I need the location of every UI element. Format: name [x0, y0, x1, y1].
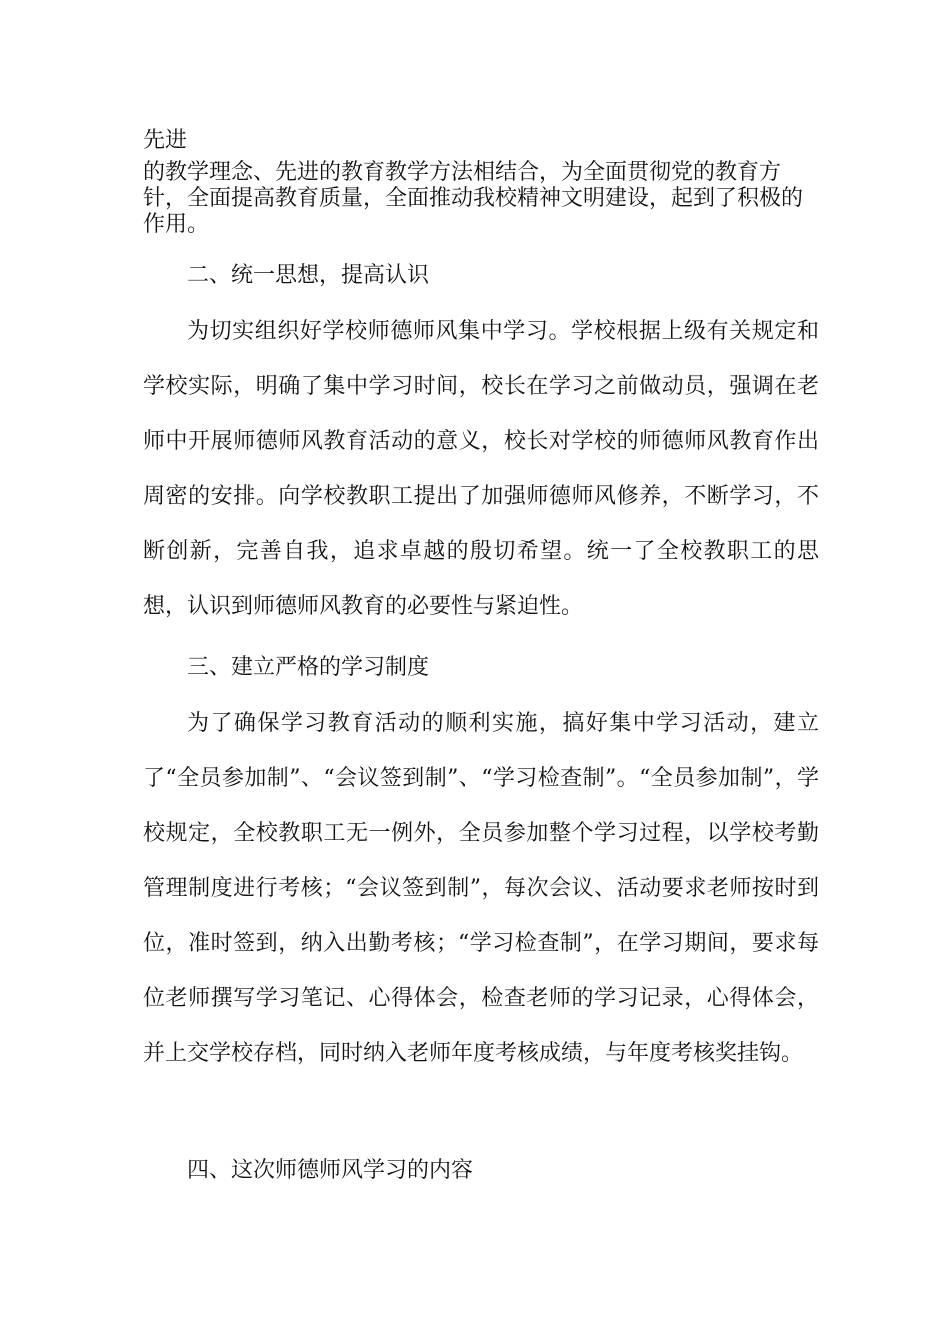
paragraph-section-3: 为了确保学习教育活动的顺利实施，搞好集中学习活动，建立了“全员参加制”、“会议签到制”、“学习检查制”。“全员参加制”，学校规定，全校教职工无一例外，全员参加整个学习过程，以学校考勤管理制度进行考核；“会议签到制”，每次会议、活动要求老师按时到位，准时签到，纳入出勤考核；“学习检查制”，在学习期间，要求每位老师撰写学习笔记、心得体会，检查老师的学习记录，心得体会，并上交学校存档，同时纳入老师年度考核成绩，与年度考核奖挂钩。 — [143, 711, 819, 1066]
paragraph-section-2: 为切实组织好学校师德师风集中学习。学校根据上级有关规定和学校实际，明确了集中学习时间，校长在学习之前做动员，强调在老师中开展师德师风教育活动的意义，校长对学校的师德师风教育作出周密的安排。向学校教职工提出了加强师德师风修养，不断学习，不断创新，完善自我，追求卓越的殷切希望。统一了全校教职工的思想，认识到师德师风教育的必要性与紧迫性。 — [143, 319, 819, 619]
text-fragment-body: 的教学理念、先进的教育教学方法相结合，为全面贯彻党的教育方针，全面提高教育质量，全面推动我校精神文明建设，起到了积极的作用。 — [143, 160, 804, 237]
section-heading-4: 四、这次师德师风学习的内容 — [187, 1158, 474, 1183]
section-heading-2: 二、统一思想，提高认识 — [187, 263, 430, 288]
section-heading-3: 三、建立严格的学习制度 — [187, 655, 430, 680]
text-fragment-top: 先进 — [143, 128, 188, 153]
